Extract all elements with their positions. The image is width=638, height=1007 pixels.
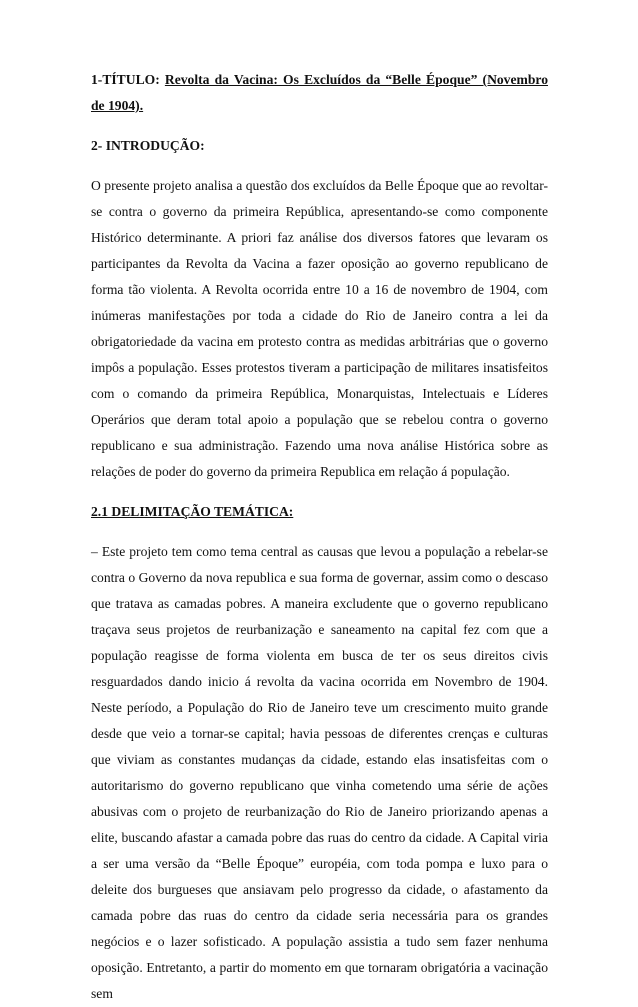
delimitation-heading: 2.1 DELIMITAÇÃO TEMÁTICA: xyxy=(91,504,294,519)
document-title: Revolta da Vacina: Os Excluídos da “Belle Époque” (Novembro de 1904). xyxy=(91,72,548,113)
title-line xyxy=(91,67,548,119)
spacer xyxy=(91,119,548,133)
spacer xyxy=(91,525,548,539)
spacer xyxy=(91,485,548,499)
document-body xyxy=(91,67,548,1007)
introduction-heading: 2- INTRODUÇÃO: xyxy=(91,138,205,153)
title-prefix: 1-TÍTULO: xyxy=(91,72,165,87)
delimitation-paragraph: – Este projeto tem como tema central as causas que levou a população a rebelar-se contra o Governo da nova republica e sua forma de governar, assim como o descaso que tratava as camadas pobres. A maneira excludente que o governo republicano traçava seus projetos de reurbanização e saneamento na capital fez com que a população reagisse de forma violenta em busca de ter os seus direitos civis resguardados dando inicio á revolta da vacina ocorrida em Novembro de 1904. Neste período, a População do Rio de Janeiro teve um crescimento muito grande desde que veio a tornar-se capital; havia pessoas de diferentes crenças e culturas que viviam as constantes mudanças da cidade, estando elas insatisfeitas com o autoritarismo do governo republicano que vinha cometendo uma série de ações abusivas com o projeto de reurbanização do Rio de Janeiro priorizando apenas a elite, buscando afastar a camada pobre das ruas do centro da cidade. A Capital viria a ser uma versão da “Belle Époque” européia, com toda pompa e luxo para o deleite dos burgueses que ansiavam pelo progresso da cidade, o afastamento da camada pobre das ruas do centro da cidade seria necessária para os grandes negócios e o lazer sofisticado. A população assistia a tudo sem fazer nenhuma oposição. Entretanto, a partir do momento em que tornaram obrigatória a vacinação sem xyxy=(91,544,548,1001)
spacer xyxy=(91,159,548,173)
introduction-paragraph: O presente projeto analisa a questão dos excluídos da Belle Époque que ao revoltar-se contra o governo da primeira República, apresentando-se como componente Histórico determinante. A priori faz análise dos diversos fatores que levaram os participantes da Revolta da Vacina a fazer oposição ao governo republicano de forma tão violenta. A Revolta ocorrida entre 10 a 16 de novembro de 1904, com inúmeras manifestações por toda a cidade do Rio de Janeiro contra a lei da obrigatoriedade da vacina em protesto contra as medidas arbitrárias que o governo impôs a população. Esses protestos tiveram a participação de militares insatisfeitos com o comando da primeira República, Monarquistas, Intelectuais e Líderes Operários que deram total apoio a população que se rebelou contra o governo republicano e sua administração. Fazendo uma nova análise Histórica sobre as relações de poder do governo da primeira Republica em relação á população. xyxy=(91,178,548,479)
